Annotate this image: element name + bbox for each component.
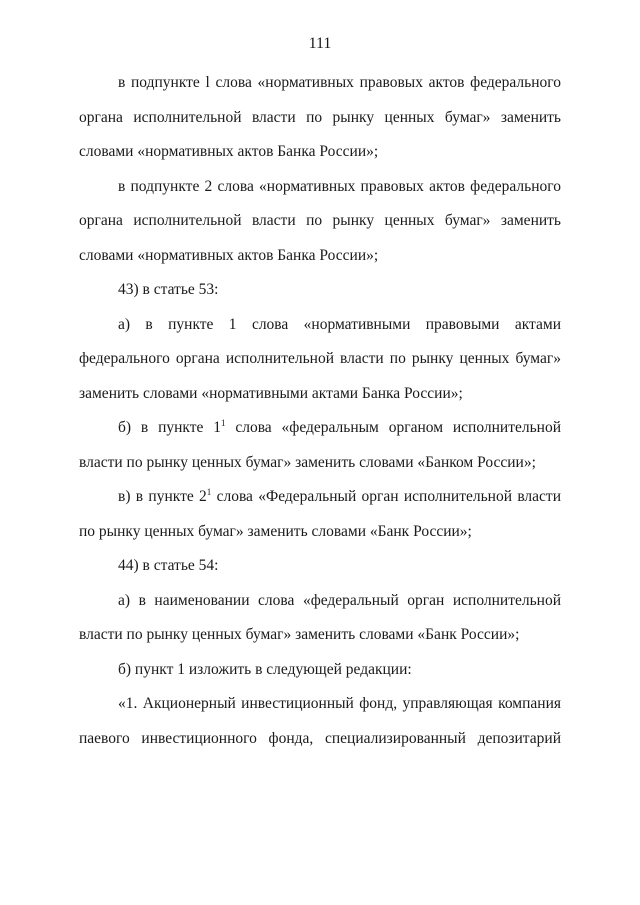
paragraph-article-54-a: а) в наименовании слова «федеральный орган исполнительной власти по рынку ценных бумаг» заменить словами «Банк России»; [79, 591, 561, 643]
text-fragment: в) в пункте 2 [118, 488, 207, 505]
paragraph-article-53-b [79, 411, 561, 480]
paragraph-article-53-a: а) в пункте 1 слова «нормативными правовыми актами федерального органа исполнительной власти по рынку ценных бумаг» заменить словами «нормативными актами Банка России»; [79, 315, 561, 402]
paragraph-article-53-heading: 43) в статье 53: [118, 281, 219, 298]
text-fragment: б) в пункте 1 [118, 419, 221, 436]
paragraph-new-point-1: «1. Акционерный инвестиционный фонд, управляющая компания паевого инвестиционного фонда, специализированный депозитарий [79, 695, 561, 747]
superscript: 1 [206, 486, 212, 497]
paragraph-article-54-heading: 44) в статье 54: [118, 557, 219, 574]
paragraph-subitem-2: в подпункте 2 слова «нормативных правовых актов федерального органа исполнительной власти по рынку ценных бумаг» заменить словами «нормативных актов Банка России»; [79, 177, 561, 264]
superscript: 1 [220, 417, 226, 428]
document-body [79, 66, 561, 756]
text-fragment: слова «Федеральный орган исполнительной власти по рынку ценных бумаг» заменить словами «Банк России»; [79, 488, 561, 540]
paragraph-article-54-b: б) пункт 1 изложить в следующей редакции: [118, 660, 412, 678]
paragraph-subitem-1: в подпункте l слова «нормативных правовых актов федерального органа исполнительной власти по рынку ценных бумаг» заменить словами «нормативных актов Банка России»; [79, 74, 561, 160]
paragraph-article-53-v [79, 480, 561, 549]
page-number: 111 [308, 35, 332, 52]
text-fragment: слова «федеральным органом исполнительной власти по рынку ценных бумаг» заменить словами «Банком России»; [79, 419, 561, 471]
